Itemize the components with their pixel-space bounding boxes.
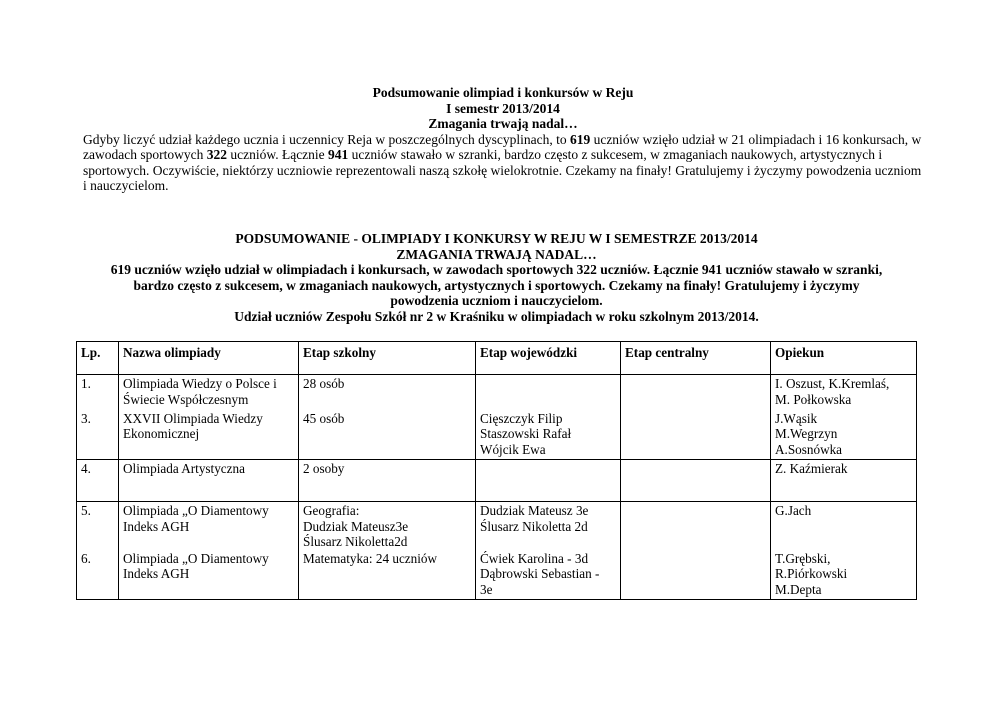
cell-line: Z. Kaźmierak (775, 461, 848, 476)
cell-line: Ślusarz Nikoletta 2d (480, 518, 588, 534)
cell-line: Dąbrowski Sebastian - (480, 566, 600, 581)
intro-text-b: uczniów wzięło udział w 21 olimpiadach i 16 konkursach, w zawodach sportowych (83, 131, 922, 162)
cell-voivodeship (476, 460, 621, 502)
cell-line: Geografia: (303, 503, 360, 518)
cell-tutor (771, 460, 917, 502)
cell-school (299, 502, 476, 550)
cell-school (299, 375, 476, 410)
cell-line: Świecie Współczesnym (123, 391, 249, 407)
cell-line: 6. (81, 550, 91, 566)
cell-line: 3e (480, 581, 493, 597)
cell-central (621, 410, 771, 460)
intro-paragraph (83, 132, 923, 194)
summary-table-caption: Udział uczniów Zespołu Szkół nr 2 w Kraśniku w olimpiadach w roku szkolnym 2013/2014. (234, 308, 759, 324)
table-row (77, 460, 917, 502)
cell-central (621, 460, 771, 502)
cell-line: 2 osoby (303, 461, 345, 476)
cell-tutor (771, 502, 917, 550)
intro-count-sports: 322 (206, 147, 227, 162)
intro-count-total: 941 (328, 147, 349, 162)
cell-line: Olimpiada Artystyczna (123, 461, 245, 476)
intro-text-c: uczniów. Łącznie (226, 147, 329, 162)
cell-line: 5. (81, 503, 91, 518)
cell-line: Dudziak Mateusz 3e (480, 503, 589, 518)
header-name: Nazwa olimpiady (119, 342, 299, 375)
summary-text-line: 619 uczniów wzięło udział w olimpiadach i konkursach, w zawodach sportowych 322 uczniów. Łącznie 941 uczniów stawało w szranki, (110, 262, 883, 277)
cell-name (119, 375, 299, 410)
cell-line: Ekonomicznej (123, 426, 200, 441)
cell-line: Indeks AGH (123, 566, 190, 581)
header-school-stage: Etap szkolny (299, 342, 476, 375)
intro-semester: I semestr 2013/2014 (446, 100, 560, 116)
intro-section (83, 85, 923, 194)
cell-name (119, 550, 299, 600)
cell-line: 4. (81, 461, 91, 476)
intro-title: Podsumowanie olimpiad i konkursów w Reju (372, 85, 634, 100)
cell-line: Dudziak Mateusz3e (303, 518, 409, 534)
cell-line: 3. (81, 410, 91, 426)
cell-lp (77, 410, 119, 460)
cell-school (299, 410, 476, 460)
cell-name (119, 410, 299, 460)
intro-text-d: uczniów stawało w szranki, bardzo często z sukcesem, w zmaganiach naukowych, artystycznych i sportowych. Oczywiście, niektórzy uczniowie reprezentowali naszą szkołę wielokrotnie. Czekamy na finały! Gratulujemy i życzymy powodzenia uczniom i nauczycielom. (83, 147, 922, 193)
cell-tutor (771, 550, 917, 600)
cell-line: Cięszczyk Filip (480, 410, 563, 426)
summary-text-line: powodzenia uczniom i nauczycielom. (390, 293, 603, 308)
intro-count-participants: 619 (569, 131, 591, 147)
cell-line: I. Oszust, K.Kremlaś, (775, 376, 890, 391)
table-row (77, 410, 917, 460)
cell-line: M.Depta (775, 581, 822, 597)
cell-line: Indeks AGH (123, 518, 190, 534)
cell-line: 28 osób (303, 376, 345, 391)
olympiad-table (76, 341, 917, 600)
summary-heading: PODSUMOWANIE - OLIMPIADY I KONKURSY W REJU W I SEMESTRZE 2013/2014 (235, 231, 758, 246)
cell-line: Olimpiada „O Diamentowy (123, 503, 269, 518)
cell-line: Olimpiada „O Diamentowy (123, 550, 269, 566)
cell-line: Wójcik Ewa (480, 441, 546, 457)
header-lp: Lp. (77, 342, 119, 375)
cell-name (119, 460, 299, 502)
summary-subheading: ZMAGANIA TRWAJĄ NADAL… (396, 246, 597, 262)
cell-tutor (771, 375, 917, 410)
table-row (77, 375, 917, 410)
cell-school (299, 460, 476, 502)
cell-central (621, 550, 771, 600)
table-row (77, 550, 917, 600)
cell-line: Ćwiek Karolina - 3d (480, 550, 589, 566)
cell-line: 45 osób (303, 410, 345, 426)
summary-section (75, 231, 918, 324)
cell-voivodeship (476, 550, 621, 600)
header-tutor: Opiekun (771, 342, 917, 375)
cell-line: G.Jach (775, 503, 812, 518)
cell-central (621, 502, 771, 550)
intro-text-a: Gdyby liczyć udział każdego ucznia i uczennicy Reja w poszczególnych dyscyplinach, to (83, 131, 570, 147)
cell-school (299, 550, 476, 600)
cell-line: R.Piórkowski (775, 566, 848, 581)
cell-line: XXVII Olimpiada Wiedzy (123, 410, 263, 426)
cell-line: J.Wąsik (775, 410, 818, 426)
cell-voivodeship (476, 410, 621, 460)
cell-lp (77, 550, 119, 600)
cell-voivodeship (476, 502, 621, 550)
cell-lp (77, 460, 119, 502)
cell-name (119, 502, 299, 550)
header-voivodeship-stage: Etap wojewódzki (476, 342, 621, 375)
table-body (77, 375, 917, 600)
intro-subtitle: Zmagania trwają nadal… (428, 116, 578, 131)
cell-line: Staszowski Rafał (480, 426, 572, 441)
cell-line: M. Połkowska (775, 391, 852, 407)
cell-tutor (771, 410, 917, 460)
cell-line: A.Sosnówka (775, 441, 843, 457)
cell-line: T.Grębski, (775, 550, 831, 566)
table-header-row (77, 342, 917, 375)
summary-text-line: bardzo często z sukcesem, w zmaganiach naukowych, artystycznych i sportowych. Czekamy na finały! Gratulujemy i życzymy (133, 277, 860, 293)
header-central-stage: Etap centralny (621, 342, 771, 375)
table-row (77, 502, 917, 550)
cell-line: 1. (81, 376, 91, 391)
cell-lp (77, 502, 119, 550)
cell-voivodeship (476, 375, 621, 410)
cell-central (621, 375, 771, 410)
cell-line: Matematyka: 24 uczniów (303, 550, 438, 566)
cell-line: M.Wegrzyn (775, 426, 838, 441)
cell-line: Olimpiada Wiedzy o Polsce i (123, 376, 277, 391)
cell-lp (77, 375, 119, 410)
cell-line: Ślusarz Nikoletta2d (303, 534, 408, 549)
